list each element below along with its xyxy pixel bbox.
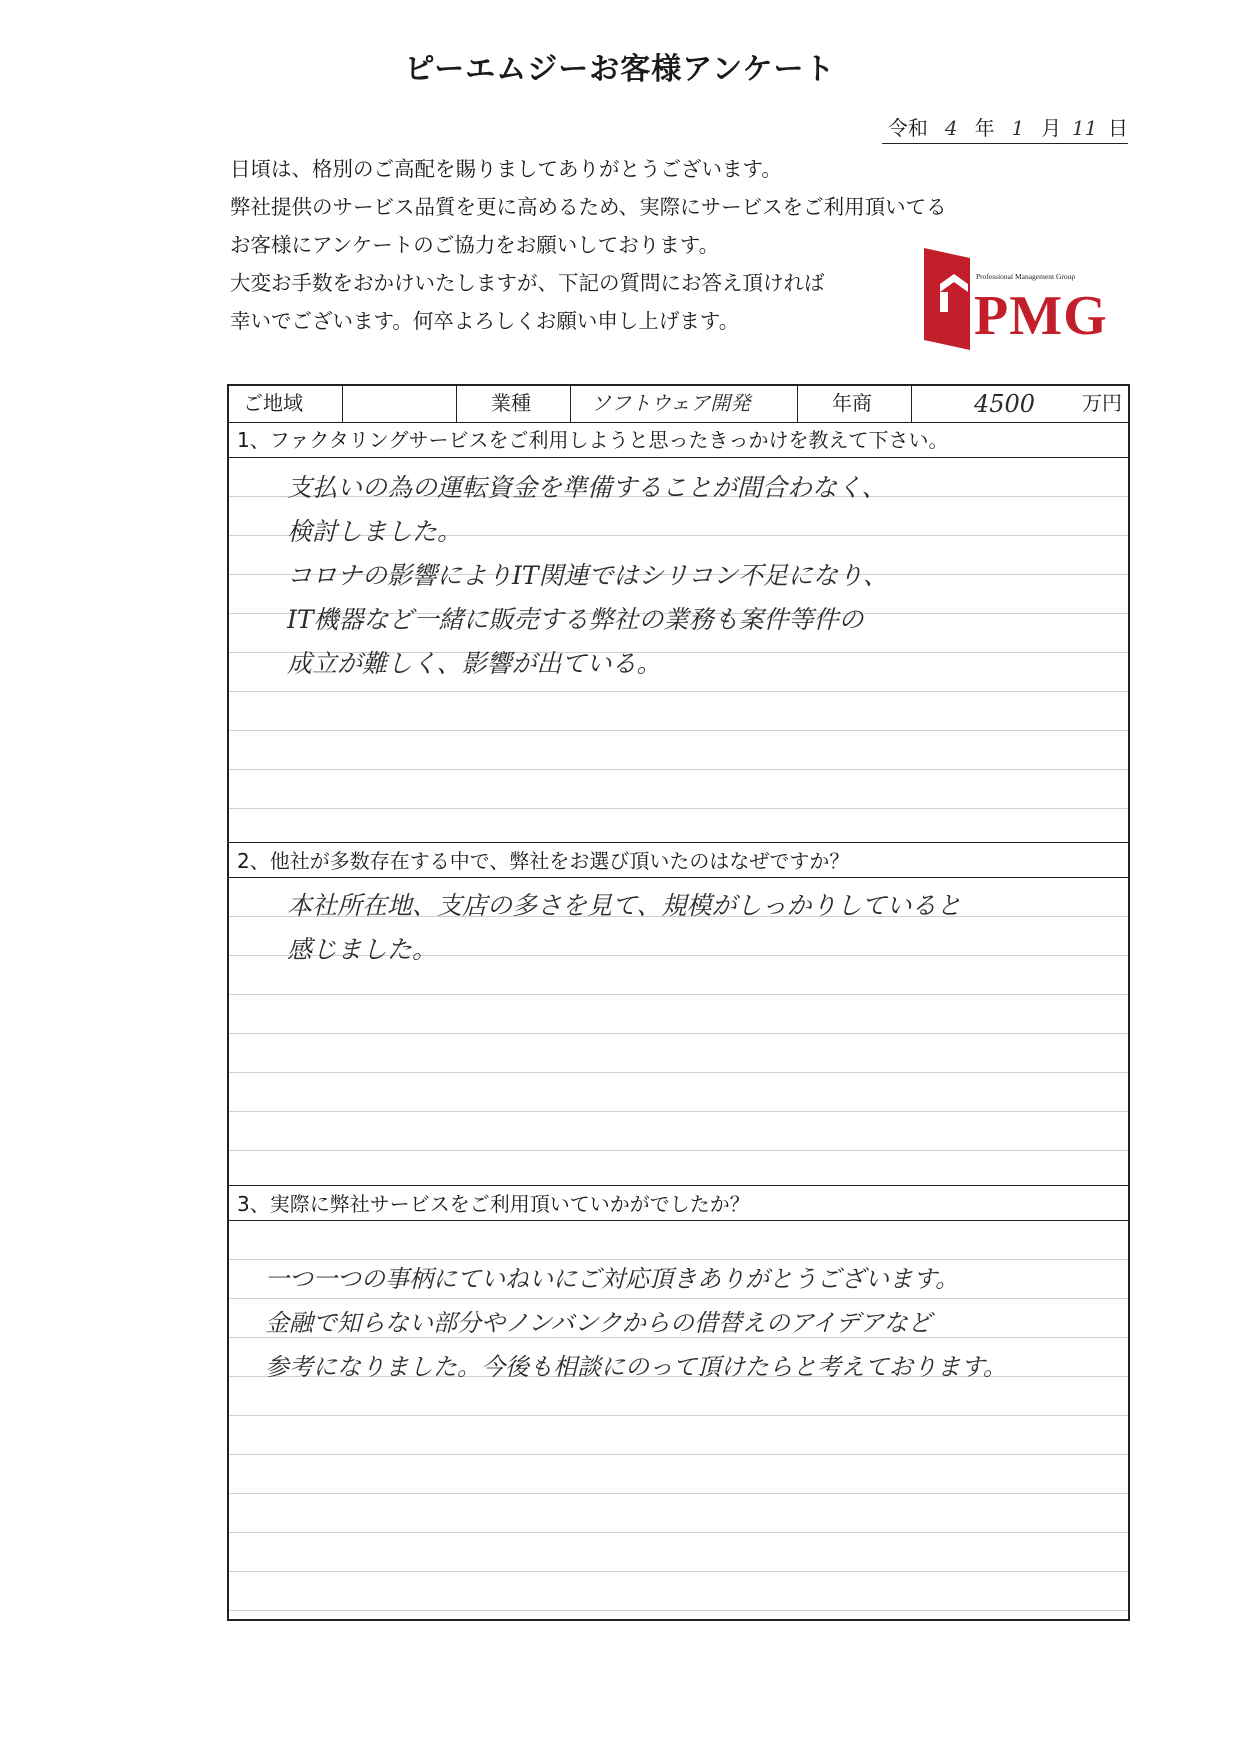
question-2-label: 2、他社が多数存在する中で、弊社をお選び頂いたのはなぜですか？ bbox=[229, 842, 1128, 878]
answer-3-text bbox=[265, 1257, 1098, 1389]
date-day: 11 bbox=[1071, 116, 1098, 140]
date-year: 4 bbox=[944, 116, 958, 140]
date-year-unit: 年 bbox=[974, 116, 995, 140]
industry-label: 業種 bbox=[457, 386, 571, 422]
answer-line: IT機器など一緒に販売する弊社の業務も案件等件の bbox=[287, 605, 864, 634]
intro-text bbox=[230, 150, 947, 340]
intro-line: お客様にアンケートのご協力をお願いしております。 bbox=[230, 233, 720, 257]
revenue-unit: 万円 bbox=[1082, 391, 1122, 415]
date-day-unit: 日 bbox=[1108, 116, 1128, 140]
logo-tagline: Professional Management Group bbox=[976, 272, 1076, 281]
region-value[interactable] bbox=[343, 386, 457, 422]
page-title: ピーエムジーお客様アンケート bbox=[404, 52, 836, 87]
intro-line: 弊社提供のサービス品質を更に高めるため、実際にサービスをご利用頂いてる bbox=[230, 195, 947, 219]
revenue-value[interactable]: 4500 bbox=[974, 390, 1036, 418]
intro-line: 日頃は、格別のご高配を賜りましてありがとうございます。 bbox=[230, 157, 782, 181]
question-1-label: 1、ファクタリングサービスをご利用しようと思ったきっかけを教えて下さい。 bbox=[229, 422, 1128, 458]
answer-2-text bbox=[287, 884, 1098, 972]
answer-2-area[interactable] bbox=[229, 878, 1128, 1185]
pmg-logo-mark-icon bbox=[918, 246, 978, 350]
date-month: 1 bbox=[1011, 116, 1025, 140]
intro-line: 幸いでございます。何卒よろしくお願い申し上げます。 bbox=[230, 309, 740, 333]
revenue-cell bbox=[912, 386, 1128, 422]
answer-1-text bbox=[287, 466, 1098, 686]
region-label: ご地域 bbox=[229, 386, 343, 422]
answer-line: 検討しました。 bbox=[287, 517, 463, 546]
revenue-label: 年商 bbox=[798, 386, 912, 422]
answer-line: 金融で知らない部分やノンバンクからの借替えのアイデアなど bbox=[265, 1309, 932, 1337]
answer-3-area[interactable] bbox=[229, 1221, 1128, 1619]
logo-text: PMG bbox=[974, 285, 1108, 347]
intro-line: 大変お手数をおかけいたしますが、下記の質問にお答え頂ければ bbox=[230, 271, 825, 295]
header-row bbox=[229, 386, 1128, 423]
industry-value[interactable]: ソフトウェア開発 bbox=[571, 386, 798, 422]
answer-1-area[interactable] bbox=[229, 458, 1128, 842]
date-era: 令和 bbox=[887, 116, 928, 140]
survey-form bbox=[227, 384, 1130, 1621]
answer-line: 支払いの為の運転資金を準備することが間合わなく、 bbox=[287, 473, 887, 502]
answer-line: 本社所在地、支店の多さを見て、規模がしっかりしていると bbox=[287, 891, 962, 920]
answer-line: 一つ一つの事柄にていねいにご対応頂きありがとうございます。 bbox=[265, 1265, 960, 1293]
pmg-logo bbox=[918, 246, 1108, 350]
question-3-label: 3、実際に弊社サービスをご利用頂いていかがでしたか？ bbox=[229, 1185, 1128, 1221]
answer-line: コロナの影響によりIT関連ではシリコン不足になり、 bbox=[287, 561, 889, 590]
answer-line: 成立が難しく、影響が出ている。 bbox=[287, 649, 662, 678]
answer-line: 参考になりました。今後も相談にのって頂けたらと考えております。 bbox=[265, 1353, 1007, 1381]
answer-line: 感じました。 bbox=[287, 935, 438, 964]
date-month-unit: 月 bbox=[1041, 116, 1062, 140]
date-line bbox=[882, 112, 1128, 144]
